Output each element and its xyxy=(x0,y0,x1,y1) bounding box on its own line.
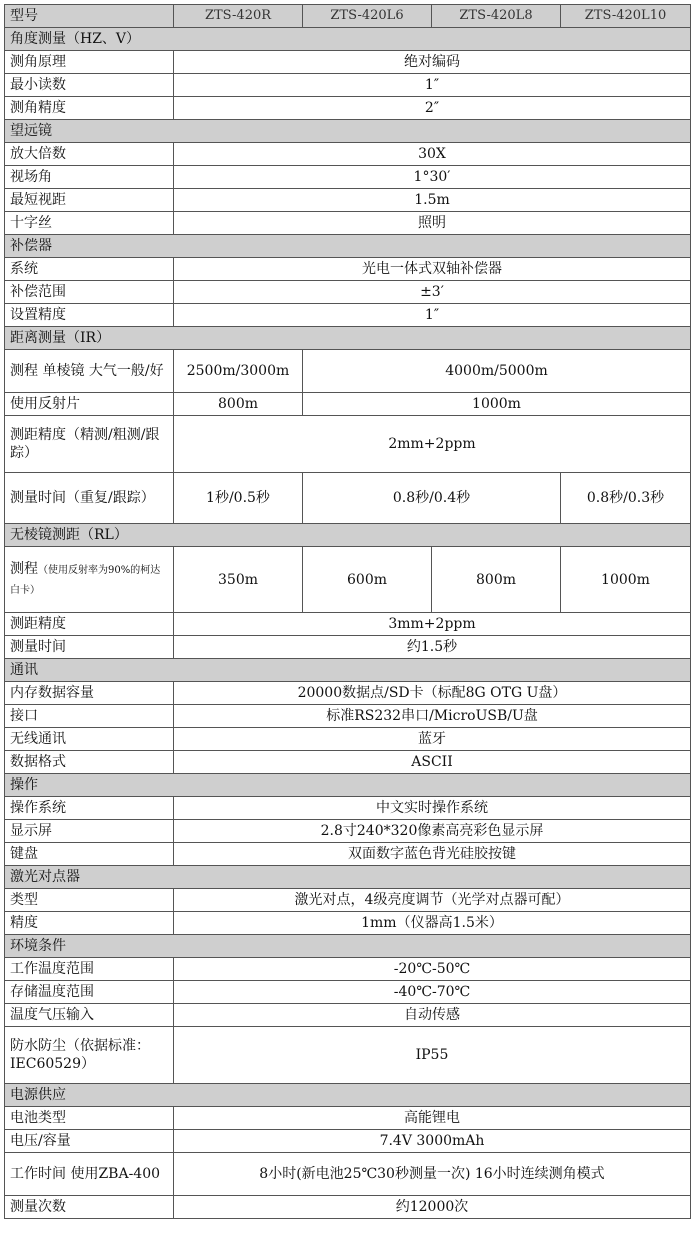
spec-label: 显示屏 xyxy=(5,820,174,843)
spec-row xyxy=(5,189,691,212)
spec-label: 温度气压输入 xyxy=(5,1004,174,1027)
section-row xyxy=(5,524,691,547)
spec-row xyxy=(5,258,691,281)
spec-label: 测角精度 xyxy=(5,97,174,120)
spec-label: 无线通讯 xyxy=(5,728,174,751)
spec-value: 2.8寸240*320像素高亮彩色显示屏 xyxy=(174,820,691,843)
spec-value-420r: 1秒/0.5秒 xyxy=(174,473,303,524)
spec-label: 精度 xyxy=(5,912,174,935)
spec-row xyxy=(5,843,691,866)
spec-row xyxy=(5,166,691,189)
spec-label xyxy=(5,547,174,613)
spec-value: 自动传感 xyxy=(174,1004,691,1027)
spec-label-note: （使用反射率为90%的柯达白卡） xyxy=(10,564,161,596)
spec-row xyxy=(5,281,691,304)
spec-row xyxy=(5,393,691,416)
spec-label: 数据格式 xyxy=(5,751,174,774)
spec-value: 高能锂电 xyxy=(174,1107,691,1130)
section-compensator: 补偿器 xyxy=(5,235,691,258)
spec-label: 十字丝 xyxy=(5,212,174,235)
spec-label: 测量时间 xyxy=(5,636,174,659)
spec-value: 30X xyxy=(174,143,691,166)
spec-value: 双面数字蓝色背光硅胶按键 xyxy=(174,843,691,866)
spec-row xyxy=(5,51,691,74)
spec-label: 存储温度范围 xyxy=(5,981,174,1004)
spec-value-420r: 800m xyxy=(174,393,303,416)
spec-value-420l8: 800m xyxy=(432,547,561,613)
spec-row xyxy=(5,1004,691,1027)
spec-label: 测角原理 xyxy=(5,51,174,74)
spec-value-420l: 1000m xyxy=(303,393,691,416)
spec-row xyxy=(5,1196,691,1219)
spec-value: -20℃-50℃ xyxy=(174,958,691,981)
spec-label: 视场角 xyxy=(5,166,174,189)
section-operation: 操作 xyxy=(5,774,691,797)
spec-label: 工作温度范围 xyxy=(5,958,174,981)
spec-row xyxy=(5,1107,691,1130)
spec-label: 测距精度（精测/粗测/跟踪） xyxy=(5,416,174,473)
spec-row xyxy=(5,981,691,1004)
spec-value: 光电一体式双轴补偿器 xyxy=(174,258,691,281)
spec-row xyxy=(5,473,691,524)
spec-value: 2″ xyxy=(174,97,691,120)
spec-label: 测量次数 xyxy=(5,1196,174,1219)
spec-row xyxy=(5,613,691,636)
spec-value-420l: 4000m/5000m xyxy=(303,350,691,393)
section-environment: 环境条件 xyxy=(5,935,691,958)
spec-label: 接口 xyxy=(5,705,174,728)
spec-row xyxy=(5,636,691,659)
spec-label: 测量时间（重复/跟踪） xyxy=(5,473,174,524)
spec-row xyxy=(5,1130,691,1153)
spec-value: ASCII xyxy=(174,751,691,774)
spec-row xyxy=(5,143,691,166)
spec-row xyxy=(5,797,691,820)
spec-value: 1.5m xyxy=(174,189,691,212)
spec-label: 操作系统 xyxy=(5,797,174,820)
spec-row xyxy=(5,912,691,935)
spec-value: 8小时(新电池25℃30秒测量一次) 16小时连续测角模式 xyxy=(174,1153,691,1196)
spec-label: 测程 单棱镜 大气一般/好 xyxy=(5,350,174,393)
spec-value: 约1.5秒 xyxy=(174,636,691,659)
spec-value: 1mm（仪器高1.5米） xyxy=(174,912,691,935)
spec-label: 测距精度 xyxy=(5,613,174,636)
section-distance-ir: 距离测量（IR） xyxy=(5,327,691,350)
spec-value: 约12000次 xyxy=(174,1196,691,1219)
spec-value: 20000数据点/SD卡（标配8G OTG U盘） xyxy=(174,682,691,705)
spec-value: 1″ xyxy=(174,74,691,97)
spec-label: 补偿范围 xyxy=(5,281,174,304)
spec-value: 标准RS232串口/MicroUSB/U盘 xyxy=(174,705,691,728)
spec-label: 电压/容量 xyxy=(5,1130,174,1153)
spec-value: IP55 xyxy=(174,1027,691,1084)
section-row xyxy=(5,866,691,889)
spec-row xyxy=(5,751,691,774)
spec-row xyxy=(5,889,691,912)
spec-row xyxy=(5,304,691,327)
section-row xyxy=(5,659,691,682)
model-zts-420l6: ZTS-420L6 xyxy=(303,5,432,28)
spec-row xyxy=(5,1027,691,1084)
spec-label: 工作时间 使用ZBA-400 xyxy=(5,1153,174,1196)
spec-row xyxy=(5,212,691,235)
spec-label: 放大倍数 xyxy=(5,143,174,166)
section-row xyxy=(5,120,691,143)
model-label: 型号 xyxy=(5,5,174,28)
spec-value-420l10: 0.8秒/0.3秒 xyxy=(561,473,691,524)
section-row xyxy=(5,235,691,258)
section-row xyxy=(5,935,691,958)
spec-value: 中文实时操作系统 xyxy=(174,797,691,820)
spec-label: 电池类型 xyxy=(5,1107,174,1130)
spec-label: 系统 xyxy=(5,258,174,281)
section-row xyxy=(5,327,691,350)
spec-row xyxy=(5,705,691,728)
spec-value-420r: 2500m/3000m xyxy=(174,350,303,393)
spec-row xyxy=(5,97,691,120)
model-zts-420r: ZTS-420R xyxy=(174,5,303,28)
spec-label: 类型 xyxy=(5,889,174,912)
spec-label: 内存数据容量 xyxy=(5,682,174,705)
section-telescope: 望远镜 xyxy=(5,120,691,143)
section-row xyxy=(5,1084,691,1107)
spec-row xyxy=(5,682,691,705)
section-laser-plummet: 激光对点器 xyxy=(5,866,691,889)
section-distance-rl: 无棱镜测距（RL） xyxy=(5,524,691,547)
spec-label: 设置精度 xyxy=(5,304,174,327)
spec-label: 键盘 xyxy=(5,843,174,866)
spec-value: 1″ xyxy=(174,304,691,327)
spec-value: 蓝牙 xyxy=(174,728,691,751)
model-zts-420l8: ZTS-420L8 xyxy=(432,5,561,28)
section-power: 电源供应 xyxy=(5,1084,691,1107)
spec-value-420l6-l8: 0.8秒/0.4秒 xyxy=(303,473,561,524)
spec-row xyxy=(5,74,691,97)
spec-value: ±3′ xyxy=(174,281,691,304)
spec-row xyxy=(5,820,691,843)
spec-label: 防水防尘（依据标准：IEC60529） xyxy=(5,1027,174,1084)
spec-row xyxy=(5,728,691,751)
spec-label: 使用反射片 xyxy=(5,393,174,416)
spec-label: 最短视距 xyxy=(5,189,174,212)
spec-row xyxy=(5,416,691,473)
spec-value: 绝对编码 xyxy=(174,51,691,74)
model-zts-420l10: ZTS-420L10 xyxy=(561,5,691,28)
spec-value-420r: 350m xyxy=(174,547,303,613)
spec-value: 1°30′ xyxy=(174,166,691,189)
section-comms: 通讯 xyxy=(5,659,691,682)
spec-value: 7.4V 3000mAh xyxy=(174,1130,691,1153)
spec-label-text: 测程 xyxy=(10,560,38,577)
section-angle: 角度测量（HZ、V） xyxy=(5,28,691,51)
spec-row xyxy=(5,547,691,613)
spec-value: 3mm+2ppm xyxy=(174,613,691,636)
spec-value: -40℃-70℃ xyxy=(174,981,691,1004)
spec-value: 照明 xyxy=(174,212,691,235)
spec-value: 激光对点，4级亮度调节（光学对点器可配） xyxy=(174,889,691,912)
spec-table xyxy=(4,4,691,1219)
spec-row xyxy=(5,350,691,393)
section-row xyxy=(5,28,691,51)
spec-value-420l6: 600m xyxy=(303,547,432,613)
header-row xyxy=(5,5,691,28)
spec-value: 2mm+2ppm xyxy=(174,416,691,473)
spec-row xyxy=(5,958,691,981)
section-row xyxy=(5,774,691,797)
spec-label: 最小读数 xyxy=(5,74,174,97)
spec-row xyxy=(5,1153,691,1196)
spec-value-420l10: 1000m xyxy=(561,547,691,613)
